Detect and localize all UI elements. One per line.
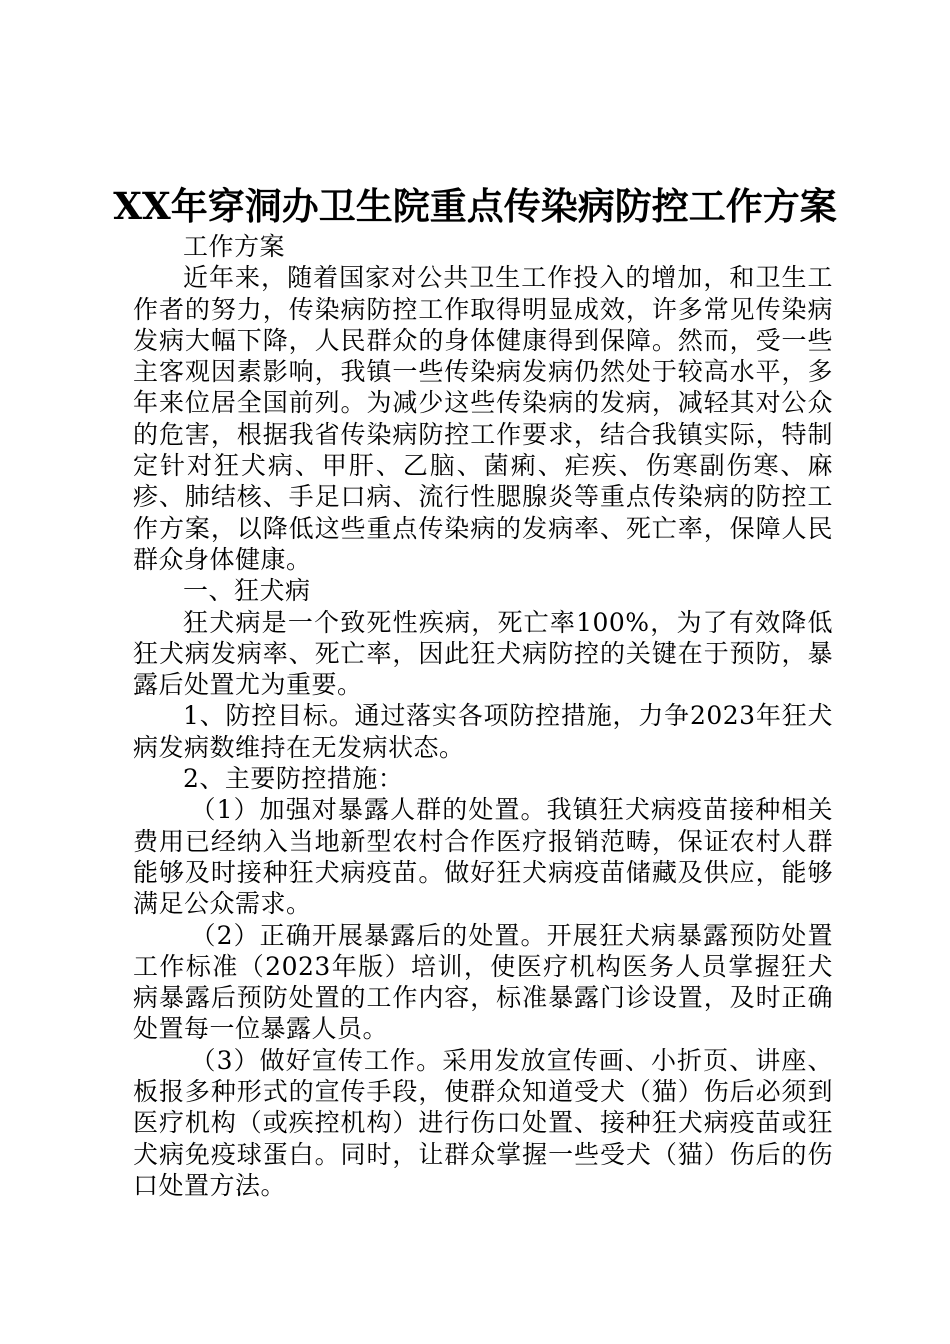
paragraph-prevention-goal: 1、防控目标。通过落实各项防控措施，力争2023年狂犬病发病数维持在无发病状态。 (133, 701, 833, 762)
document-body (133, 231, 833, 1201)
paragraph-measure-2: （2）正确开展暴露后的处置。开展狂犬病暴露预防处置工作标准（2023年版）培训，使医疗机构医务人员掌握狂犬病暴露后预防处置的工作内容，标准暴露门诊设置，及时正确处置每一位暴露人员。 (133, 920, 833, 1044)
section-heading-rabies: 一、狂犬病 (183, 576, 311, 606)
paragraph-measure-1: （1）加强对暴露人群的处置。我镇狂犬病疫苗接种相关费用已经纳入当地新型农村合作医疗报销范畴，保证农村人群能够及时接种狂犬病疫苗。做好狂犬病疫苗储藏及供应，能够满足公众需求。 (133, 795, 833, 919)
paragraph-main-measures: 2、主要防控措施： (183, 764, 404, 794)
paragraph-rabies-overview: 狂犬病是一个致死性疾病，死亡率100%，为了有效降低狂犬病发病率、死亡率，因此狂犬病防控的关键在于预防，暴露后处置尤为重要。 (133, 607, 833, 700)
paragraph-measure-3: （3）做好宣传工作。采用发放宣传画、小折页、讲座、板报多种形式的宣传手段，使群众知道受犬（猫）伤后必须到医疗机构（或疾控机构）进行伤口处置、接种狂犬病疫苗或狂犬病免疫球蛋白。同时，让群众掌握一些受犬（猫）伤后的伤口处置方法。 (133, 1045, 833, 1200)
document-title: XX年穿洞办卫生院重点传染病防控工作方案 (113, 184, 837, 228)
paragraph-introduction: 近年来，随着国家对公共卫生工作投入的增加，和卫生工作者的努力，传染病防控工作取得明显成效，许多常见传染病发病大幅下降，人民群众的身体健康得到保障。然而，受一些主客观因素影响，我镇一些传染病发病仍然处于较高水平，多年来位居全国前列。为减少这些传染病的发病，减轻其对公众的危害，根据我省传染病防控工作要求，结合我镇实际，特制定针对狂犬病、甲肝、乙脑、菌痢、疟疾、伤寒副伤寒、麻疹、肺结核、手足口病、流行性腮腺炎等重点传染病的防控工作方案，以降低这些重点传染病的发病率、死亡率，保障人民群众身体健康。 (133, 263, 833, 574)
paragraph-heading-work-plan: 工作方案 (183, 232, 286, 261)
